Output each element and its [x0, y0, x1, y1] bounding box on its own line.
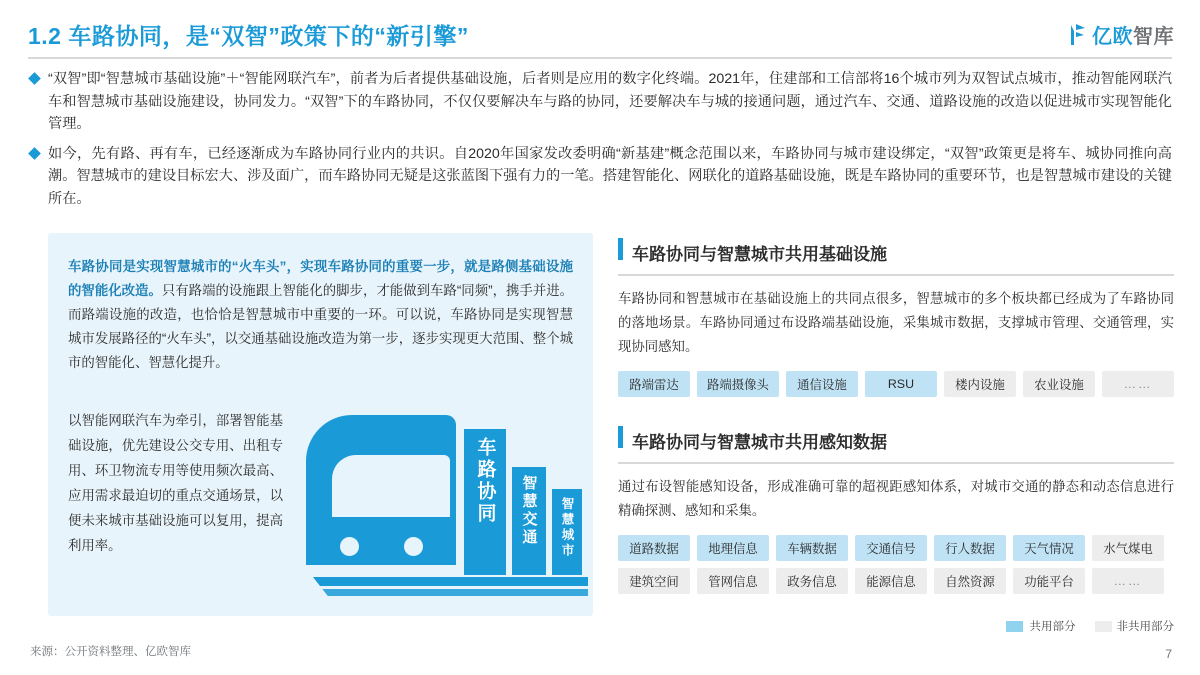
- legend-swatch-shared: [1006, 621, 1023, 632]
- train-label-vertical-3: 智慧城市: [552, 489, 582, 575]
- section-accent-bar: [618, 238, 623, 260]
- left-panel-paragraph-2: 以智能网联汽车为牵引，部署智能基础设施，优先建设公交专用、出租专用、环卫物流专用等使用频次最高、应用需求最迫切的重点交通场景，以便未来城市基础设施可以复用，提高利用率。: [68, 413, 283, 553]
- legend-label-shared: 共用部分: [1029, 621, 1076, 633]
- chip[interactable]: 建筑空间: [618, 568, 690, 594]
- chip[interactable]: 水气煤电: [1092, 535, 1164, 561]
- bullet-item: [30, 68, 1172, 136]
- chip[interactable]: 交通信号: [855, 535, 927, 561]
- section-divider: [618, 462, 1174, 464]
- section-heading: [618, 421, 1174, 462]
- bullet-text: “双智”即“智慧城市基础设施”＋“智能网联汽车”，前者为后者提供基础设施，后者则是应用的数字化终端。2021年，住建部和工信部将16个城市列为双智试点城市，推动智能网联汽车和智慧城市基础设施建设，协同发力。“双智”下的车路协同，不仅仅要解决车与路的协同，还要解决车与城的接通问题，通过汽车、交通、道路设施的改造以促进城市实现智能化管理。: [48, 71, 1172, 132]
- section-heading-text: 车路协同与智慧城市共用感知数据: [632, 433, 887, 452]
- legend-label-nonshared: 非共用部分: [1116, 621, 1174, 633]
- train-label-vertical-1: 车路协同: [464, 429, 506, 575]
- chip[interactable]: 楼内设施: [944, 371, 1016, 397]
- bullet-list: [30, 68, 1172, 217]
- chip[interactable]: 政务信息: [776, 568, 848, 594]
- chip[interactable]: 通信设施: [786, 371, 858, 397]
- chip[interactable]: 农业设施: [1023, 371, 1095, 397]
- chip[interactable]: 管网信息: [697, 568, 769, 594]
- train-wheel-icon: [340, 537, 359, 556]
- bullet-item: [30, 143, 1172, 211]
- chip[interactable]: RSU: [865, 371, 937, 397]
- legend-swatch-nonshared: [1095, 621, 1112, 632]
- diamond-bullet-icon: [28, 147, 41, 160]
- legend: [1006, 618, 1175, 634]
- page-number: 7: [1165, 647, 1172, 661]
- chip-group-sensing-data: [618, 535, 1174, 594]
- left-info-panel: [48, 233, 593, 616]
- chip-ellipsis: ……: [1102, 371, 1174, 397]
- logo-text: 亿欧智库: [1092, 26, 1174, 48]
- left-panel-paragraph-1: [68, 255, 573, 375]
- bullet-text: 如今，先有路、再有车，已经逐渐成为车路协同行业内的共识。自2020年国家发改委明确“新基建”概念范围以来，车路协同与城市建设绑定，“双智”政策更是将车、城协同推向高潮。智慧城市的建设目标宏大、涉及面广，而车路协同无疑是这张蓝图下强有力的一笔。搭建智能化、网联化的道路基础设施，既是车路协同的重要环节，也是智慧城市建设的关键所在。: [48, 145, 1172, 207]
- source-note: 来源：公开资料整理、亿欧智库: [30, 646, 191, 658]
- train-label-vertical-2: 智慧交通: [512, 467, 546, 575]
- section-spacer: [618, 397, 1174, 421]
- header-divider: [28, 57, 1172, 59]
- chip-group-infrastructure: [618, 371, 1174, 397]
- section-accent-bar: [618, 426, 623, 448]
- section-shared-infrastructure: [618, 233, 1174, 397]
- legend-item-nonshared: [1095, 618, 1175, 634]
- section-heading-text: 车路协同与智慧城市共用基础设施: [632, 245, 887, 264]
- chip[interactable]: 能源信息: [855, 568, 927, 594]
- left-panel-highlight-text: 车路协同是实现智慧城市的“火车头”，实现车路协同的重要一步，就是路侧基础设施的智能化改造。: [68, 259, 573, 298]
- train-track-shape: [296, 577, 588, 586]
- brand-logo: [1070, 20, 1174, 49]
- train-body-shape: [306, 415, 456, 565]
- section-divider: [618, 274, 1174, 276]
- section-paragraph: 车路协同和智慧城市在基础设施上的共同点很多，智慧城市的多个板块都已经成为了车路协同的落地场景。车路协同通过布设路端基础设施，采集城市数据，支撑城市管理、交通管理，实现协同感知。: [618, 291, 1174, 354]
- page-title: 1.2 车路协同，是“双智”政策下的“新引擎”: [28, 23, 469, 49]
- chip[interactable]: 路端雷达: [618, 371, 690, 397]
- section-shared-sensing-data: [618, 421, 1174, 594]
- section-heading: [618, 233, 1174, 274]
- chip[interactable]: 路端摄像头: [697, 371, 779, 397]
- chip[interactable]: 地理信息: [697, 535, 769, 561]
- train-wheel-icon: [404, 537, 423, 556]
- chip[interactable]: 车辆数据: [776, 535, 848, 561]
- diamond-bullet-icon: [28, 72, 41, 85]
- train-illustration: [296, 393, 588, 608]
- left-panel-body-text: 只有路端的设施跟上智能化的脚步，才能做到车路“同频”，携手并进。而路端设施的改造，也恰恰是智慧城市中重要的一环。可以说，车路协同是实现智慧城市发展路径的“火车头”，以交通基础设施改造为第一步，逐步实现更大范围、整个城市的智能化、智慧化提升。: [68, 283, 574, 370]
- train-window-shape: [332, 455, 450, 517]
- chip-ellipsis: ……: [1092, 568, 1164, 594]
- chip[interactable]: 功能平台: [1013, 568, 1085, 594]
- chip[interactable]: 行人数据: [934, 535, 1006, 561]
- chip[interactable]: 道路数据: [618, 535, 690, 561]
- right-content-panel: [618, 233, 1174, 594]
- chip[interactable]: 自然资源: [934, 568, 1006, 594]
- chip[interactable]: 天气情况: [1013, 535, 1085, 561]
- logo-mark-icon: [1070, 23, 1087, 47]
- train-track-shape: [312, 589, 588, 596]
- section-paragraph: 通过布设智能感知设备，形成准确可靠的超视距感知体系，对城市交通的静态和动态信息进行精确探测、感知和采集。: [618, 479, 1174, 518]
